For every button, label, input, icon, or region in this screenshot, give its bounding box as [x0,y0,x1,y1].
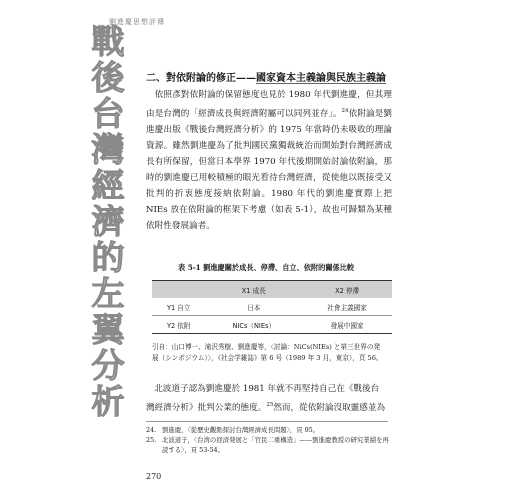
body-paragraph-2 [146,381,392,416]
table-row-label: Y1 自立 [166,303,191,312]
footnote-item [146,425,392,435]
table-cell: 日本 [247,303,261,312]
vertical-title-char: 析 [91,382,125,421]
footnote-divider [146,421,388,422]
vertical-title-char: 翼 [91,310,125,349]
section-heading [146,69,386,84]
vertical-title-char: 濟 [91,202,125,241]
footnotes [146,425,392,455]
footnote-text: 劉進慶，〈從歷史觀點探討台灣經濟成長問題〉，頁 95。 [162,426,320,434]
table-cell: NICs（NIEs） [205,316,302,334]
vertical-title-char: 分 [91,346,125,385]
table-cell: 社會主義國家 [327,303,367,312]
table-header-cell: X2 停滯 [302,281,392,299]
paragraph-1-text-b: 依附論是劉進慶出版《戰後台灣經濟分析》的 1975 年當時仍未吸收的理論資源。雖然劉進慶為了批判國民黨獨裁統治而開始對台灣經濟成長有所保留，但當日本學界 1970 年代後期開始討論依附論，那時的劉進慶已用較積極的眼光看待台灣經濟，從使他以既接受又批判的折衷態度接納依附論。1980 年代的劉進慶實際上把 NIEs 放在依附論的框架下考慮（如表 5-1），故也可歸類為某種依附性發展論者。 [146,108,395,231]
paragraph-2-text-b: 然而，從依附論沒取靈感並為 [273,402,386,413]
table-row [152,316,392,334]
paragraph-2-text-a: 灣經濟分析》批判公業的態度。 [146,402,267,413]
section-heading-prefix: 二、對依附論的修正—— [146,73,256,84]
section-heading-emphasis: 國家資本主義論與民族主義論 [256,73,386,84]
table-row-label: Y2 依附 [152,316,205,334]
footnote-number: 25. [146,436,157,444]
footnote-ref-25[interactable]: 25 [266,402,274,408]
vertical-title-char: 台 [91,94,125,133]
table-header-row [152,281,392,299]
footnote-item [146,435,392,455]
vertical-title-char: 左 [91,274,125,313]
vertical-title-char: 經 [91,166,125,205]
table-row [152,298,392,316]
footnote-text: 北波道子，〈台湾の経済発展と「官民二重構造」——劉進慶教授の研究業績を再読する〉，頁 53-54。 [162,436,389,454]
paragraph-2-line-1: 北波道子認為劉進慶於 1981 年就不再堅持自己在《戰後台 [146,384,380,394]
table-header-cell [152,281,205,299]
table-source-note: 引自：山口博一、滝沢秀樹、劉進慶等，〈討論：NiCs(NIEs) と第三世界の発展（シンポジウム）〉，《社会学雑誌》第 6 号（1989 年 3 月，東京），頁 56。 [152,343,383,362]
table-header-cell: X1 成長 [205,281,302,299]
body-paragraph-1 [146,87,395,234]
table-cell: 發展中國家 [302,316,392,334]
vertical-title-char: 的 [91,238,125,277]
running-head: 劉進慶思想評傳 [109,18,165,26]
vertical-title-char: 戰 [91,22,125,61]
page-number: 270 [146,472,162,481]
paragraph-1-text-a: 依照彥對依附論的保留態度也見於 1980 年代劉進慶，但其理由是台灣的「經濟成長與經濟附屬可以同列並存」。 [146,90,392,119]
footnote-number: 24. [146,426,157,434]
comparison-table [152,280,392,334]
table-caption: 表 5-1 劉進慶關於成長、停滯、自立、依附的關係比較 [178,263,355,272]
vertical-title-char: 灣 [91,130,125,169]
vertical-title-char: 後 [91,58,125,97]
footnote-ref-24[interactable]: 24 [341,108,349,114]
vertical-chapter-title [85,24,131,420]
